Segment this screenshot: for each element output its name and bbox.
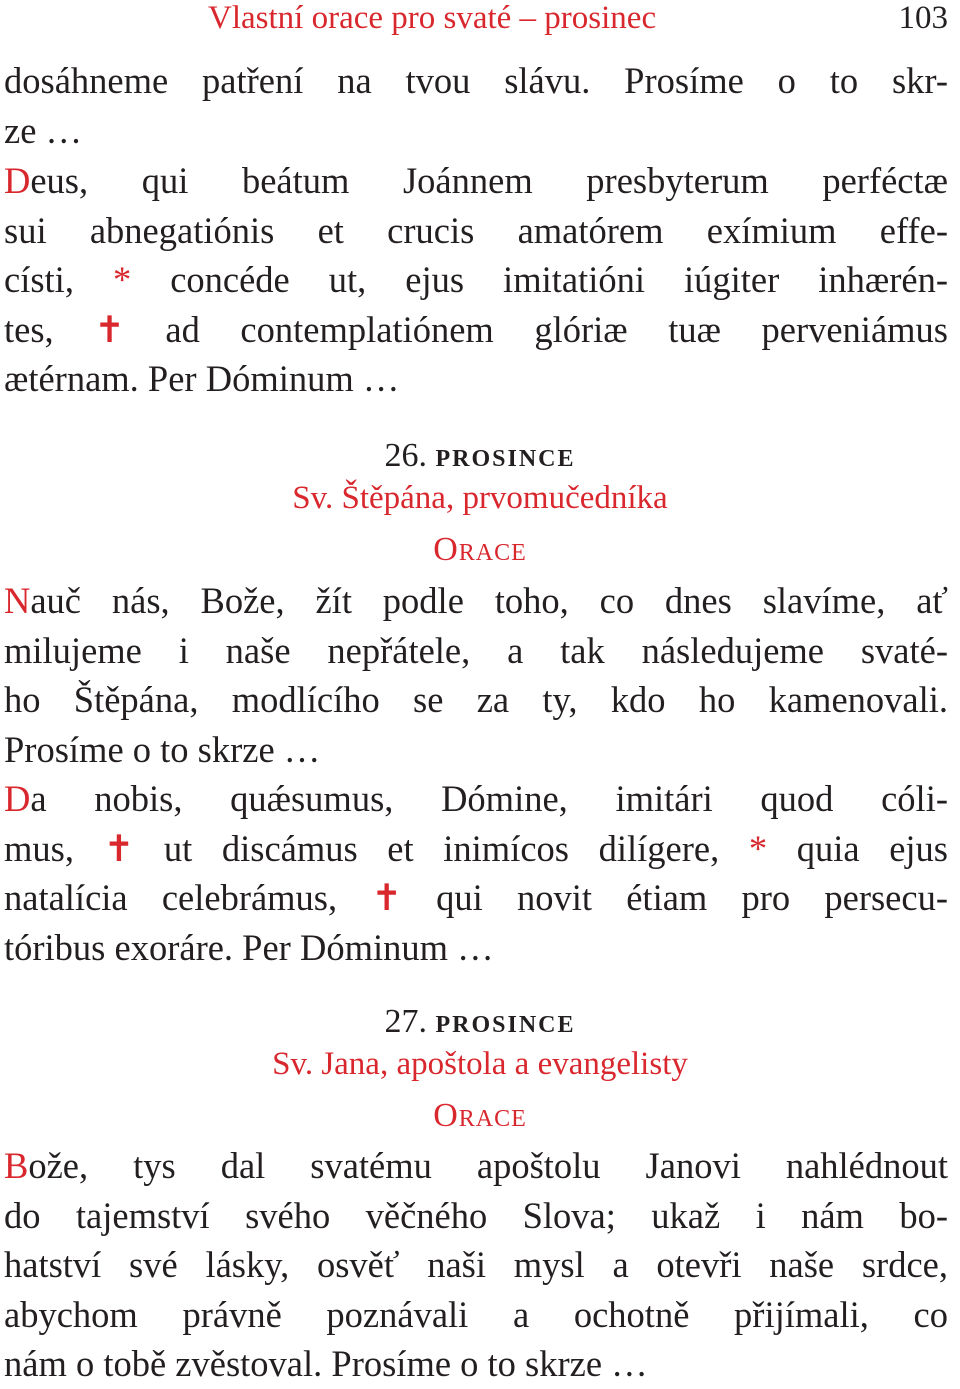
text-line: ætérnam. Per Dóminum … [4, 358, 400, 400]
section-label-orace-27: Orace [433, 1097, 527, 1134]
drop-initial: B [4, 1145, 29, 1186]
text-line: ho Štěpána, modlícího se za ty, kdo ho kamenovali. [4, 679, 948, 721]
saint-title-27: Sv. Jana, apoštola a evangelisty [272, 1046, 688, 1082]
date-number: 26. [384, 437, 427, 474]
asterisk-mark: * [748, 827, 768, 869]
text-line: císti, * concéde ut, ejus imitatióni iúgiter inhærén- [4, 259, 948, 301]
date-number: 27. [384, 1003, 427, 1040]
cross-mark: ✝ [103, 827, 135, 869]
text-line: milujeme i naše nepřátele, a tak následujeme svaté- [4, 629, 948, 671]
text-line: Da nobis, quǽsumus, Dómine, imitári quod cóli- [4, 778, 948, 819]
latin-prayer-26 [4, 774, 948, 972]
page-header [0, 0, 960, 40]
asterisk-mark: * [112, 259, 132, 301]
text-line: tóribus exoráre. Per Dóminum … [4, 926, 494, 968]
czech-prayer-27 [4, 1141, 948, 1389]
prayer-continuation [4, 56, 948, 155]
text-line: natalícia celebrámus, ✝ qui novit étiam pro persecu- [4, 877, 948, 919]
text-line: Nauč nás, Bože, žít podle toho, co dnes slavíme, ať [4, 580, 948, 621]
drop-initial: N [4, 580, 31, 621]
text-line: dosáhneme patření na tvou slávu. Prosíme o to skr- [4, 60, 948, 101]
text-line: Bože, tys dal svatému apoštolu Janovi nahlédnout [4, 1145, 948, 1186]
text-line: hatství své lásky, osvěť naši mysl a otevři naše srdce, [4, 1244, 948, 1286]
latin-prayer-previous [4, 156, 948, 404]
date-month: prosince [435, 1003, 576, 1040]
date-month: prosince [435, 437, 576, 474]
text-line: tes, ✝ ad contemplatiónem glóriæ tuæ perveniámus [4, 308, 948, 350]
date-heading-27 [0, 1002, 960, 1042]
text-line: Prosíme o to skrze … [4, 728, 321, 770]
text-line: do tajemství svého věčného Slova; ukaž i nám bo- [4, 1194, 948, 1236]
drop-initial: D [4, 778, 31, 819]
text-line: Deus, qui beátum Joánnem presbyterum perféctæ [4, 160, 948, 201]
text-line: sui abnegatiónis et crucis amatórem exímium effe- [4, 209, 948, 251]
saint-title-26: Sv. Štěpána, prvomučedníka [292, 480, 668, 516]
section-label-orace-26: Orace [433, 531, 527, 568]
text-line: ze … [4, 109, 83, 151]
drop-initial: D [4, 160, 31, 201]
cross-mark: ✝ [94, 308, 125, 350]
czech-prayer-26 [4, 576, 948, 774]
page-number: 103 [898, 0, 948, 36]
cross-mark: ✝ [371, 877, 402, 919]
date-heading-26 [0, 436, 960, 476]
text-line: abychom právně poznávali a ochotně přijímali, co [4, 1293, 948, 1335]
text-line: nám o tobě zvěstoval. Prosíme o to skrze … [4, 1343, 648, 1385]
text-line: mus, ✝ ut discámus et inimícos dilígere, * quia ejus [4, 827, 948, 869]
running-title: Vlastní orace pro svaté – prosinec [208, 0, 657, 36]
